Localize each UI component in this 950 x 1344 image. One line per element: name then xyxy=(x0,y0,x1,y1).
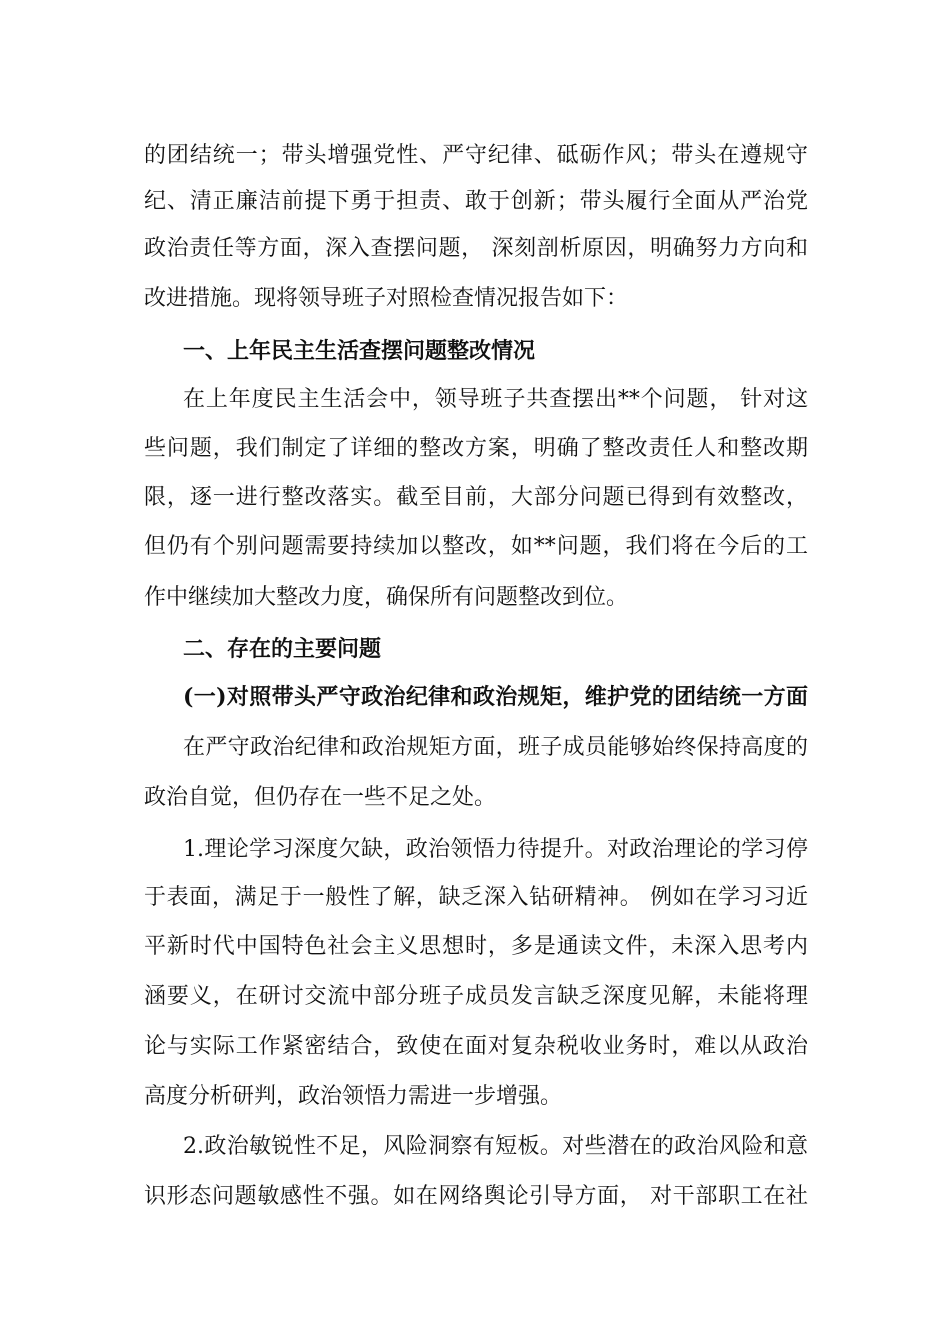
section-2-intro-line-1: 在严守政治纪律和政治规矩方面，班子成员能够始终保持高度的 xyxy=(183,735,808,760)
intro-line-3: 政治责任等方面，深入查摆问题， 深刻剖析原因，明确努力方向和 xyxy=(144,236,808,261)
item-1-line-2: 于表面，满足于一般性了解，缺乏深入钻研精神。 例如在学习习近 xyxy=(144,885,808,910)
section-2-heading: 二、存在的主要问题 xyxy=(183,636,382,662)
item-1-line-1: 1.理论学习深度欠缺，政治领悟力待提升。对政治理论的学习停 xyxy=(183,837,808,862)
section-1-heading: 一、上年民主生活查摆问题整改情况 xyxy=(183,338,536,364)
intro-line-2: 纪、清正廉洁前提下勇于担责、敢于创新；带头履行全面从严治党 xyxy=(144,189,808,214)
intro-line-4: 改进措施。现将领导班子对照检查情况报告如下： xyxy=(144,286,629,311)
section-2-sub-heading: (一)对照带头严守政治纪律和政治规矩，维护党的团结统一方面 xyxy=(183,684,808,710)
section-2-intro-line-2: 政治自觉，但仍存在一些不足之处。 xyxy=(144,785,497,810)
item-2-line-1: 2.政治敏锐性不足，风险洞察有短板。对些潜在的政治风险和意 xyxy=(183,1134,808,1159)
item-1-line-4: 涵要义，在研讨交流中部分班子成员发言缺乏深度见解，未能将理 xyxy=(144,984,808,1009)
intro-line-1: 的团结统一；带头增强党性、严守纪律、砥砺作风；带头在遵规守 xyxy=(144,143,808,168)
item-1-line-6: 高度分析研判，政治领悟力需进一步增强。 xyxy=(144,1084,563,1109)
section-1-line-4: 但仍有个别问题需要持续加以整改，如**问题，我们将在今后的工 xyxy=(144,534,808,559)
item-1-line-5: 论与实际工作紧密结合，致使在面对复杂税收业务时，难以从政治 xyxy=(144,1034,808,1059)
section-1-line-5: 作中继续加大整改力度，确保所有问题整改到位。 xyxy=(144,585,629,610)
section-1-line-2: 些问题，我们制定了详细的整改方案，明确了整改责任人和整改期 xyxy=(144,436,808,461)
item-1-line-3: 平新时代中国特色社会主义思想时，多是通读文件，未深入思考内 xyxy=(144,934,808,959)
section-1-line-1: 在上年度民主生活会中，领导班子共查摆出**个问题， 针对这 xyxy=(183,387,808,412)
item-2-line-2: 识形态问题敏感性不强。如在网络舆论引导方面， 对干部职工在社 xyxy=(144,1184,808,1209)
section-1-line-3: 限，逐一进行整改落实。截至目前，大部分问题已得到有效整改， xyxy=(144,485,808,510)
